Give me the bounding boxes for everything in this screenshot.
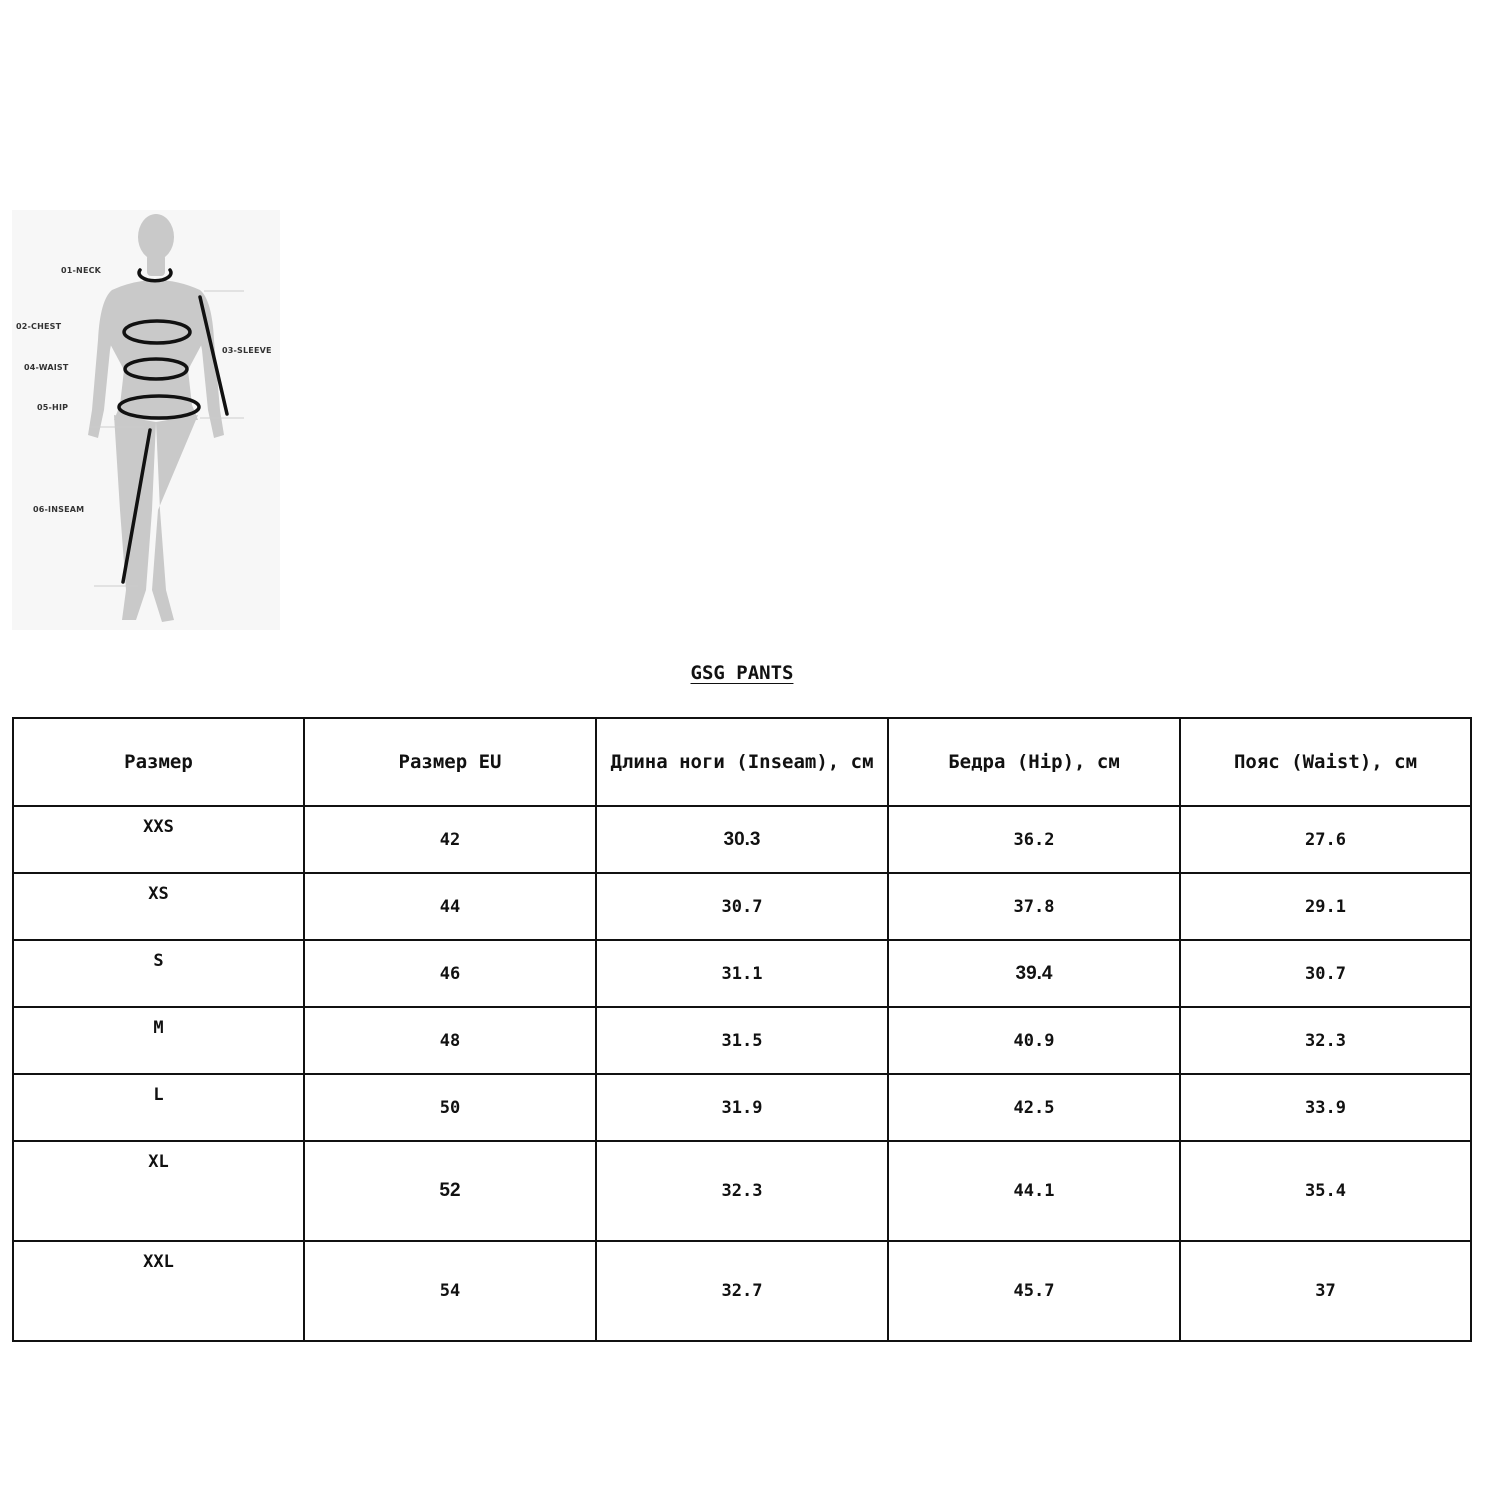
waist-cell: 33.9 [1180,1074,1471,1141]
hip-label: 05-HIP [37,403,69,412]
table-row [13,873,1471,940]
measurement-figure [12,210,280,630]
size-cell: XL [13,1141,304,1241]
inseam-cell: 30.3 [596,806,888,873]
table-header-row [13,718,1471,806]
eu-cell: 42 [304,806,596,873]
eu-cell: 52 [304,1141,596,1241]
waist-cell: 30.7 [1180,940,1471,1007]
size-cell: XS [13,873,304,940]
waist-cell: 29.1 [1180,873,1471,940]
waist-cell: 27.6 [1180,806,1471,873]
header-inseam: Длина ноги (Inseam), см [596,718,888,806]
neck-label: 01-NECK [61,266,102,275]
eu-cell: 48 [304,1007,596,1074]
size-cell: S [13,940,304,1007]
inseam-label: 06-INSEAM [33,505,85,514]
eu-cell: 54 [304,1241,596,1341]
inseam-cell: 31.5 [596,1007,888,1074]
size-cell: M [13,1007,304,1074]
size-table [12,717,1472,1342]
table-row [13,1074,1471,1141]
size-cell: XXS [13,806,304,873]
hip-cell: 44.1 [888,1141,1180,1241]
header-hip: Бедра (Hip), см [888,718,1180,806]
chest-label: 02-CHEST [16,322,62,331]
eu-cell: 46 [304,940,596,1007]
waist-cell: 32.3 [1180,1007,1471,1074]
inseam-cell: 31.9 [596,1074,888,1141]
hip-cell: 45.7 [888,1241,1180,1341]
size-cell: L [13,1074,304,1141]
sleeve-label: 03-SLEEVE [222,346,272,355]
table-row [13,806,1471,873]
inseam-cell: 32.7 [596,1241,888,1341]
hip-cell: 39.4 [888,940,1180,1007]
inseam-cell: 32.3 [596,1141,888,1241]
hip-cell: 37.8 [888,873,1180,940]
inseam-cell: 31.1 [596,940,888,1007]
inseam-cell: 30.7 [596,873,888,940]
waist-cell: 37 [1180,1241,1471,1341]
table-row [13,940,1471,1007]
eu-cell: 50 [304,1074,596,1141]
hip-cell: 42.5 [888,1074,1180,1141]
page-title: GSG PANTS [690,662,794,684]
header-size: Размер [13,718,304,806]
header-size-eu: Размер EU [304,718,596,806]
hip-cell: 36.2 [888,806,1180,873]
header-waist: Пояс (Waist), см [1180,718,1471,806]
body-silhouette-illustration [12,210,280,630]
eu-cell: 44 [304,873,596,940]
hip-cell: 40.9 [888,1007,1180,1074]
waist-cell: 35.4 [1180,1141,1471,1241]
table-row [13,1241,1471,1341]
table-row [13,1141,1471,1241]
waist-label: 04-WAIST [24,363,69,372]
size-cell: XXL [13,1241,304,1341]
table-row [13,1007,1471,1074]
